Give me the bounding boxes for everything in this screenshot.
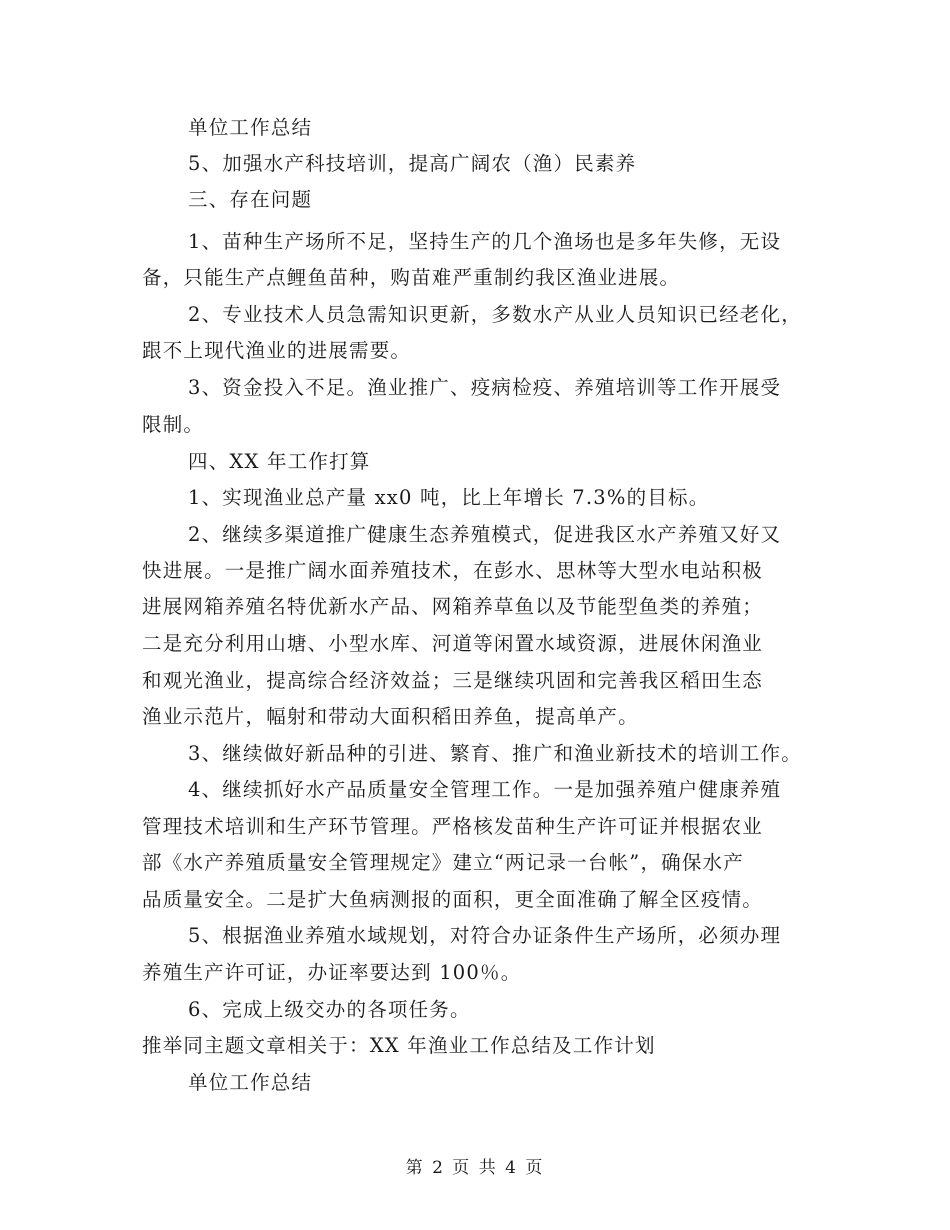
- text-line: 5、根据渔业养殖水域规划，对符合办证条件生产场所，必须办理: [188, 924, 782, 947]
- text-line: 单位工作总结: [188, 116, 313, 139]
- text-line: 2、专业技术人员急需知识更新，多数水产从业人员知识已经老化，: [188, 303, 802, 326]
- text-line: 3、资金投入不足。渔业推广、疫病检疫、养殖培训等工作开展受: [188, 376, 782, 399]
- text-line: 二是充分利用山塘、小型水库、河道等闲置水域资源，进展休闲渔业: [142, 632, 764, 655]
- text-line: 2、继续多渠道推广健康生态养殖模式，促进我区水产养殖又好又: [188, 523, 782, 546]
- text-line: 1、苗种生产场所不足，坚持生产的几个渔场也是多年失修，无设: [188, 230, 782, 253]
- text-line: 部《水产养殖质量安全管理规定》建立“两记录一台帐”，确保水产: [142, 851, 744, 874]
- text-line: 5、加强水产科技培训，提高广阔农（渔）民素养: [188, 152, 637, 175]
- text-line: 管理技术培训和生产环节管理。严格核发苗种生产许可证并根据农业: [142, 815, 764, 838]
- text-line: 渔业示范片，幅射和带动大面积稻田养鱼，提高单产。: [142, 705, 639, 728]
- text-line: 单位工作总结: [188, 1071, 313, 1094]
- text-line: 品质量安全。二是扩大鱼病测报的面积，更全面准确了解全区疫情。: [142, 888, 764, 911]
- text-line: 快进展。一是推广阔水面养殖技术，在彭水、思林等大型水电站积极: [142, 559, 764, 582]
- text-line: 跟不上现代渔业的进展需要。: [142, 339, 412, 362]
- text-line: 6、完成上级交办的各项任务。: [188, 998, 471, 1021]
- section-heading: 三、存在问题: [188, 188, 313, 211]
- text-line: 限制。: [142, 413, 205, 436]
- text-line: 和观光渔业，提高综合经济效益；三是继续巩固和完善我区稻田生态: [142, 669, 764, 692]
- page-number-footer: 第 2 页 共 4 页: [405, 1158, 545, 1178]
- text-line: 养殖生产许可证，办证率要达到 100％。: [142, 961, 522, 984]
- text-line: 3、继续做好新品种的引进、繁育、推广和渔业新技术的培训工作。: [188, 742, 802, 765]
- text-line: 备，只能生产点鲤鱼苗种，购苗难严重制约我区渔业进展。: [142, 266, 681, 289]
- text-line: 1、实现渔业总产量 xx0 吨，比上年增长 7.3%的目标。: [188, 486, 710, 509]
- section-heading: 四、XX 年工作打算: [188, 450, 371, 473]
- text-line: 进展网箱养殖名特优新水产品、网箱养草鱼以及节能型鱼类的养殖；: [142, 595, 764, 618]
- text-line: 4、继续抓好水产品质量安全管理工作。一是加强养殖户健康养殖: [188, 778, 782, 801]
- related-article-line: 推举同主题文章相关于：XX 年渔业工作总结及工作计划: [142, 1034, 656, 1057]
